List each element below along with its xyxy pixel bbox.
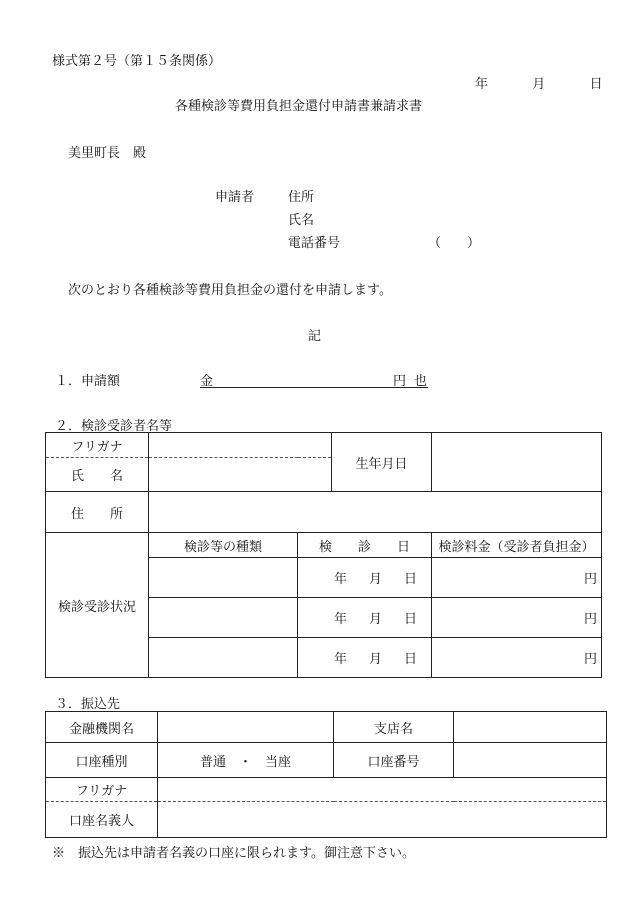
section2-label: ２．検診受診者名等 [55, 419, 173, 434]
account-type-options[interactable]: 普通 ・ 当座 [158, 743, 334, 778]
amount-field[interactable] [200, 370, 428, 388]
exam-date-day: 日 [403, 572, 417, 587]
exam-date-year: 年 [333, 572, 347, 587]
date-year: 年 [475, 77, 489, 92]
exam-fee-input[interactable] [432, 598, 602, 638]
address-label: 住 所 [46, 492, 149, 533]
birthdate-input[interactable] [432, 433, 602, 492]
holder-furigana-input[interactable] [158, 778, 607, 802]
exam-date-input[interactable] [298, 558, 432, 598]
applicant-heading: 申請者 [215, 190, 255, 205]
date-line [475, 73, 603, 92]
bank-name-input[interactable] [158, 712, 334, 743]
exam-status-table [45, 532, 602, 678]
nari-label: 也 [414, 374, 428, 389]
statement: 次のとおり各種検診等費用負担金の還付を申請します。 [68, 283, 392, 298]
section1-label: １．申請額 [55, 374, 121, 389]
applicant-phone-paren: （ ） [428, 236, 481, 251]
address-input[interactable] [149, 492, 602, 533]
applicant-name-label: 氏名 [288, 213, 315, 228]
exam-date-year: 年 [333, 612, 347, 627]
addressee: 美里町長 殿 [68, 146, 147, 161]
birthdate-label: 生年月日 [332, 433, 432, 492]
col-exam-fee: 検診料金（受診者負担金） [432, 533, 602, 558]
exam-date-month: 月 [368, 652, 382, 667]
exam-date-month: 月 [368, 612, 382, 627]
kin-label: 金 [200, 374, 214, 389]
name-label: 氏 名 [46, 458, 149, 492]
exam-date-input[interactable] [298, 638, 432, 678]
applicant-address-label: 住所 [288, 190, 315, 205]
applicant-phone-label: 電話番号 [288, 236, 341, 251]
name-input[interactable] [149, 458, 332, 492]
exam-date-input[interactable] [298, 598, 432, 638]
examinee-table [45, 432, 602, 533]
account-holder-input[interactable] [158, 802, 607, 838]
account-type-label: 口座種別 [46, 743, 158, 778]
branch-name-input[interactable] [454, 712, 607, 743]
exam-date-day: 日 [403, 652, 417, 667]
bank-table [45, 711, 607, 838]
exam-fee-yen: 円 [583, 652, 597, 667]
furigana-input[interactable] [149, 433, 332, 458]
holder-furigana-label: フリガナ [46, 778, 158, 802]
account-number-input[interactable] [454, 743, 607, 778]
exam-fee-yen: 円 [583, 612, 597, 627]
branch-name-label: 支店名 [334, 712, 454, 743]
exam-status-label: 検診受診状況 [46, 533, 149, 678]
col-exam-type: 検診等の種類 [149, 533, 298, 558]
section3-label: ３．振込先 [55, 697, 121, 712]
exam-type-input[interactable] [149, 598, 298, 638]
col-exam-date: 検 診 日 [298, 533, 432, 558]
account-number-label: 口座番号 [334, 743, 454, 778]
yen-label: 円 [393, 374, 407, 389]
exam-type-input[interactable] [149, 558, 298, 598]
exam-date-year: 年 [333, 652, 347, 667]
bank-name-label: 金融機関名 [46, 712, 158, 743]
furigana-label: フリガナ [46, 433, 149, 458]
ki-heading: 記 [308, 329, 322, 344]
account-holder-label: 口座名義人 [46, 802, 158, 838]
exam-fee-yen: 円 [583, 572, 597, 587]
exam-fee-input[interactable] [432, 558, 602, 598]
exam-fee-input[interactable] [432, 638, 602, 678]
exam-date-day: 日 [403, 612, 417, 627]
exam-type-input[interactable] [149, 638, 298, 678]
note: ※ 振込先は申請者名義の口座に限られます。御注意下さい。 [52, 846, 415, 861]
date-month: 月 [532, 77, 546, 92]
form-number: 様式第２号（第１５条関係） [52, 54, 222, 69]
date-day: 日 [589, 77, 603, 92]
exam-date-month: 月 [368, 572, 382, 587]
document-title: 各種検診等費用負担金還付申請書兼請求書 [175, 99, 423, 114]
